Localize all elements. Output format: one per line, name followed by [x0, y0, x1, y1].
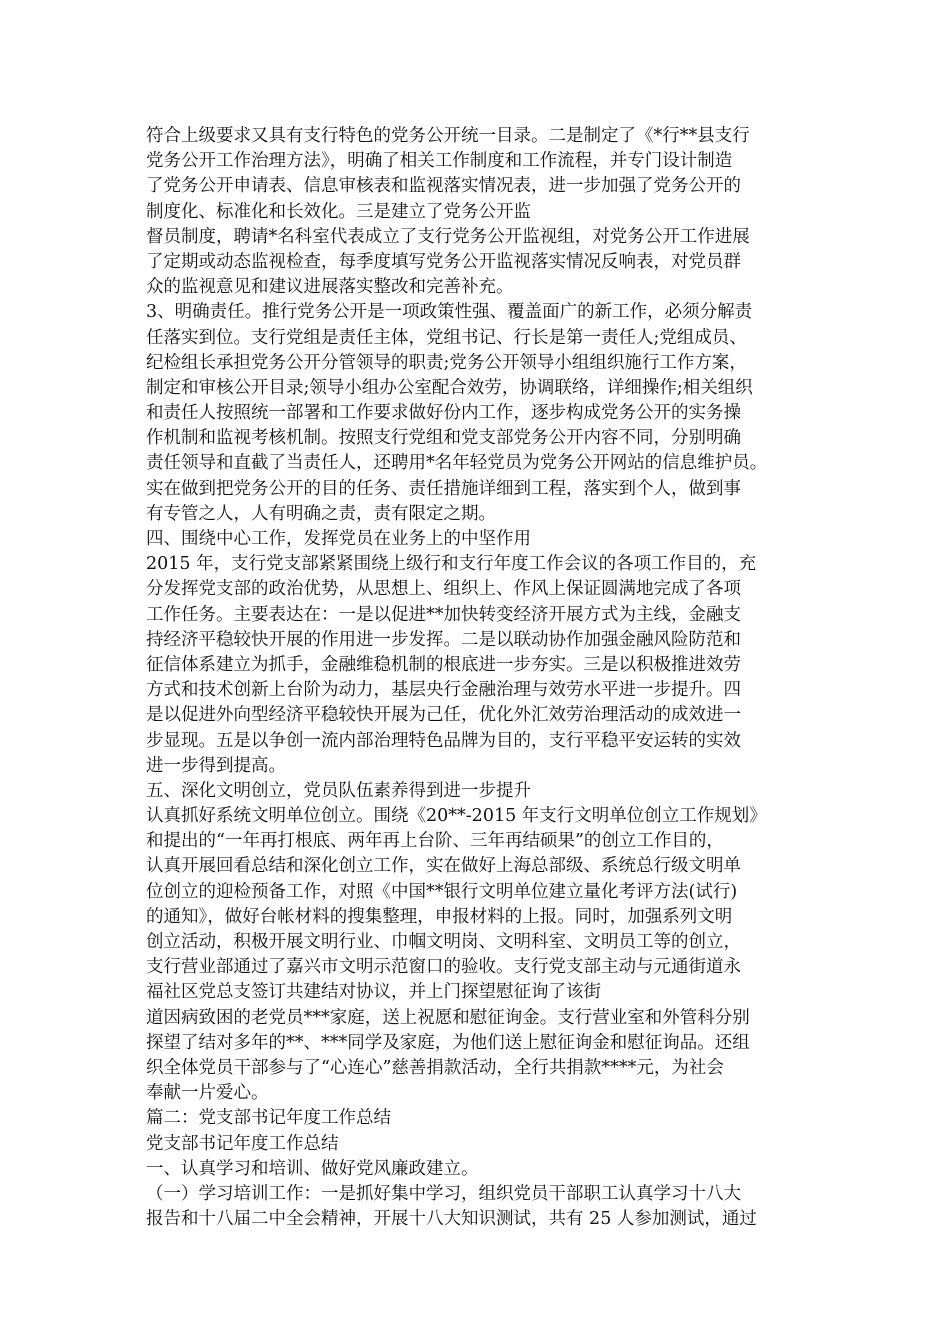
- text-line: 制定和审核公开目录;领导小组办公室配合效劳，协调联络，详细操作;相关组织: [146, 377, 753, 398]
- text-line: 3、明确责任。推行党务公开是一项政策性强、覆盖面广的新工作，必须分解责: [146, 302, 753, 323]
- text-line: 工作任务。主要表达在：一是以促进**加快转变经济开展方式为主线，金融支: [146, 604, 741, 625]
- text-line: 位创立的迎检预备工作，对照《中国**银行文明单位建立量化考评方法(试行): [146, 881, 738, 902]
- text-line: 符合上级要求又具有支行特色的党务公开统一目录。二是制定了《*行**县支行: [146, 126, 750, 146]
- section-heading: 四、围绕中心工作，发挥党员在业务上的中坚作用: [146, 529, 531, 549]
- text-line: 众的监视意见和建议进展落实整改和完善补充。: [146, 277, 514, 298]
- section-heading: 一、认真学习和培训、做好党风廉政建立。: [146, 1158, 479, 1179]
- text-line: 责任领导和直截了当责任人，还聘用*名年轻党员为党务公开网站的信息维护员。: [146, 453, 768, 474]
- text-line: 创立活动，积极开展文明行业、巾帼文明岗、文明科室、文明员工等的创立，: [146, 932, 741, 952]
- text-line: 2015 年，支行党支部紧紧围绕上级行和支行年度工作会议的各项工作目的，充: [146, 554, 757, 575]
- text-line: 征信体系建立为抓手，金融维稳机制的根底进一步夯实。三是以积极推进效劳: [146, 654, 741, 675]
- text-line: 制度化、标准化和长效化。三是建立了党务公开监: [146, 201, 531, 222]
- text-line: 有专管之人，人有明确之责，责有限定之期。: [146, 503, 496, 524]
- text-line: 报告和十八届二中全会精神，开展十八大知识测试，共有 25 人参加测试，通过: [146, 1209, 757, 1230]
- text-line: 方式和技术创新上台阶为动力，基层央行金融治理与效劳水平进一步提升。四: [146, 680, 741, 701]
- text-line: 福社区党总支签订共建结对协议，并上门探望慰征询了该街: [146, 982, 601, 1003]
- text-line: 任落实到位。支行党组是责任主体，党组书记、行长是第一责任人;党组成员、: [146, 327, 747, 348]
- text-line: 奉献一片爱心。: [146, 1083, 269, 1104]
- text-line: 党务公开工作治理方法》，明确了相关工作制度和工作流程，并专门设计制造: [146, 151, 733, 172]
- text-line: 道因病致困的老党员***家庭，送上祝愿和慰征询金。支行营业室和外管科分别: [146, 1007, 750, 1028]
- text-line: 进一步得到提高。: [146, 755, 286, 776]
- article-heading: 篇二：党支部书记年度工作总结: [146, 1108, 391, 1129]
- text-line: 探望了结对多年的**、***同学及家庭，为他们送上慰征询金和慰征询品。还组: [146, 1032, 750, 1053]
- text-line: 是以促进外向型经济平稳较快开展为己任，优化外汇效劳治理活动的成效进一: [146, 705, 741, 726]
- text-line: 持经济平稳较快开展的作用进一步发挥。二是以联动协作加强金融风险防范和: [146, 629, 741, 650]
- text-line: （一）学习培训工作：一是抓好集中学习，组织党员干部职工认真学习十八大: [146, 1183, 741, 1204]
- section-heading: 五、深化文明创立，党员队伍素养得到进一步提升: [146, 780, 531, 801]
- text-line: 和责任人按照统一部署和工作要求做好份内工作，逐步构成党务公开的实务操: [146, 403, 741, 424]
- text-line: 实在做到把党务公开的目的任务、责任措施详细到工程，落实到个人，做到事: [146, 478, 741, 499]
- text-line: 分发挥党支部的政治优势，从思想上、组织上、作风上保证圆满地完成了各项: [146, 579, 741, 600]
- text-line: 支行营业部通过了嘉兴市文明示范窗口的验收。支行党支部主动与元通街道永: [146, 957, 741, 978]
- text-line: 纪检组长承担党务公开分管领导的职责;党务公开领导小组组织施行工作方案，: [146, 352, 747, 373]
- text-line: 认真抓好系统文明单位创立。围绕《20**-2015 年支行文明单位创立工作规划》: [146, 806, 767, 827]
- document-body: [146, 124, 836, 1232]
- text-line: 认真开展回看总结和深化创立工作，实在做好上海总部级、系统总行级文明单: [146, 856, 741, 877]
- text-line: 和提出的“一年再打根底、两年再上台阶、三年再结硕果”的创立工作目的，: [146, 831, 724, 852]
- article-title: 党支部书记年度工作总结: [146, 1133, 339, 1154]
- text-line: 的通知》，做好台帐材料的搜集整理，申报材料的上报。同时，加强系列文明: [146, 906, 733, 927]
- text-line: 作机制和监视考核机制。按照支行党组和党支部党务公开内容不同，分别明确: [146, 428, 741, 449]
- text-line: 了定期或动态监视检查，每季度填写党务公开监视落实情况反响表，对党员群: [146, 251, 741, 272]
- text-line: 督员制度，聘请*名科室代表成立了支行党务公开监视组，对党务公开工作进展: [146, 226, 750, 247]
- text-line: 了党务公开申请表、信息审核表和监视落实情况表，进一步加强了党务公开的: [146, 176, 741, 197]
- text-line: 步显现。五是以争创一流内部治理特色品牌为目的，支行平稳平安运转的实效: [146, 730, 741, 751]
- text-line: 织全体党员干部参与了“心连心”慈善捐款活动，全行共捐款****元，为社会: [146, 1057, 724, 1078]
